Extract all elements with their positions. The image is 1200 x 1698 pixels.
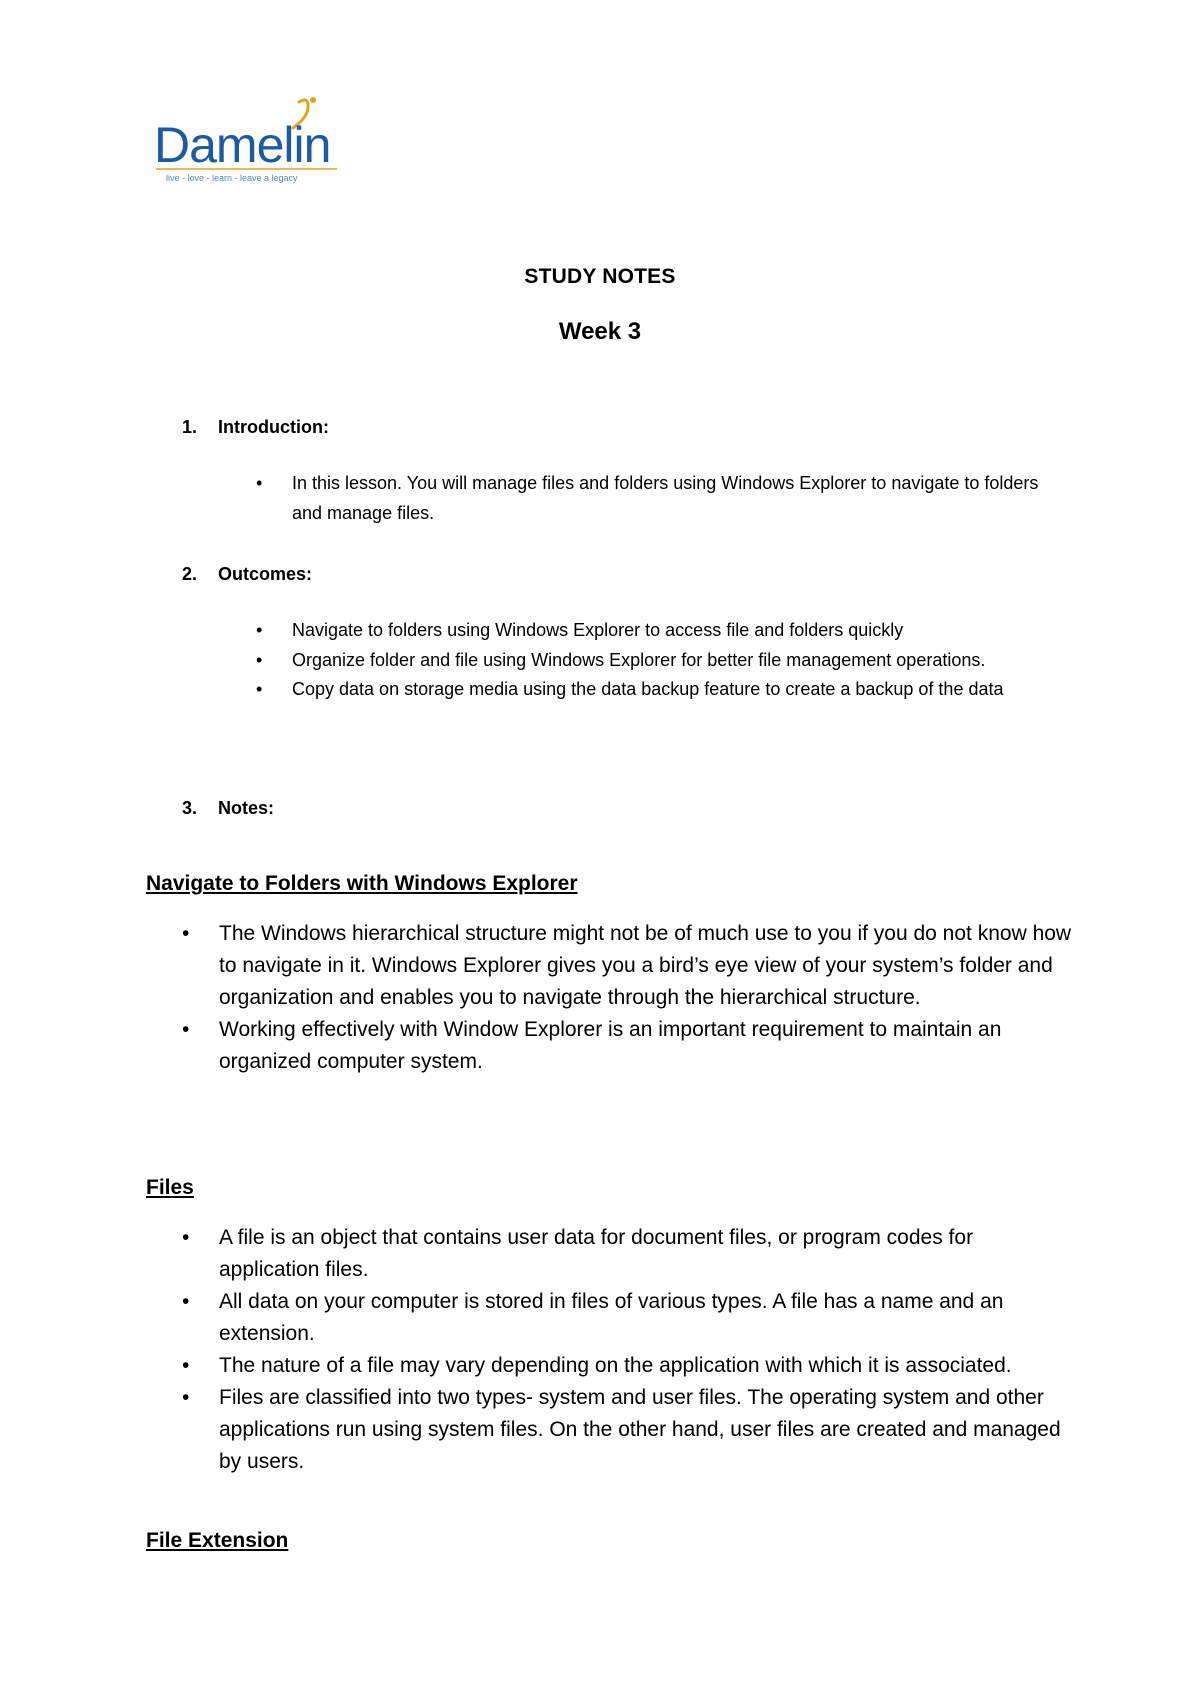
bullet-icon: • [182, 1354, 190, 1377]
introduction-list [252, 469, 1072, 528]
section-title: Notes: [218, 798, 275, 818]
navigate-list [182, 918, 1072, 1078]
bullet-icon: • [182, 1018, 190, 1041]
section-number: 3. [182, 798, 198, 818]
bullet-icon: • [182, 922, 190, 945]
bullet-icon: • [182, 1226, 190, 1249]
bullet-icon: • [256, 620, 263, 640]
damelin-logo-graphic [152, 92, 352, 192]
bullet-icon: • [182, 1386, 190, 1409]
list-item [252, 646, 1072, 676]
svg-text:live - love - learn - leave a: live - love - learn - leave a legacy [166, 173, 298, 183]
section-number: 1. [182, 417, 198, 437]
list-item [182, 1350, 1072, 1382]
list-item-text: Organize folder and file using Windows Explorer for better file management operations. [292, 649, 986, 670]
section-heading-notes [182, 796, 274, 820]
list-item [252, 616, 1072, 646]
section-title: Outcomes: [218, 564, 313, 584]
list-item [182, 918, 1072, 1014]
svg-text:Damelin: Damelin [154, 117, 331, 173]
navigate-heading: Navigate to Folders with Windows Explorer [146, 872, 578, 895]
damelin-logo [152, 92, 352, 192]
files-heading: Files [146, 1176, 194, 1199]
list-item-text: Working effectively with Window Explorer is an important requirement to maintain an organized computer system. [219, 1018, 1002, 1073]
list-item-text: In this lesson. You will manage files and folders using Windows Explorer to navigate to folders and manage files. [292, 473, 1039, 523]
section-number: 2. [182, 564, 198, 584]
list-item [182, 1286, 1072, 1350]
list-item [182, 1014, 1072, 1078]
bullet-icon: • [256, 679, 263, 699]
outcomes-list [252, 616, 1072, 705]
section-title: Introduction: [218, 417, 329, 437]
list-item-text: Files are classified into two types- system and user files. The operating system and other applications run using system files. On the other hand, user files are created and managed by users. [219, 1386, 1061, 1473]
list-item [252, 469, 1072, 528]
list-item [182, 1222, 1072, 1286]
section-heading-outcomes [182, 562, 312, 586]
list-item-text: All data on your computer is stored in files of various types. A file has a name and an extension. [219, 1290, 1004, 1345]
list-item-text: The Windows hierarchical structure might not be of much use to you if you do not know how to navigate in it. Windows Explorer gives you a bird’s eye view of your system’s folder and organization and enables you to navigate through the hierarchical structure. [219, 922, 1072, 1009]
files-list [182, 1222, 1072, 1478]
list-item-text: The nature of a file may vary depending on the application with which it is associated. [219, 1354, 1012, 1377]
bullet-icon: • [256, 473, 263, 493]
document-title: STUDY NOTES [524, 265, 676, 288]
list-item-text: Navigate to folders using Windows Explorer to access file and folders quickly [292, 620, 904, 640]
file-extension-heading: File Extension [146, 1529, 289, 1552]
list-item-text: A file is an object that contains user data for document files, or program codes for application files. [219, 1226, 974, 1281]
bullet-icon: • [256, 649, 263, 670]
bullet-icon: • [182, 1290, 190, 1313]
list-item [252, 675, 1072, 705]
section-heading-introduction [182, 415, 329, 439]
document-subtitle: Week 3 [558, 318, 642, 345]
list-item [182, 1382, 1072, 1478]
list-item-text: Copy data on storage media using the data backup feature to create a backup of the data [292, 679, 1004, 699]
